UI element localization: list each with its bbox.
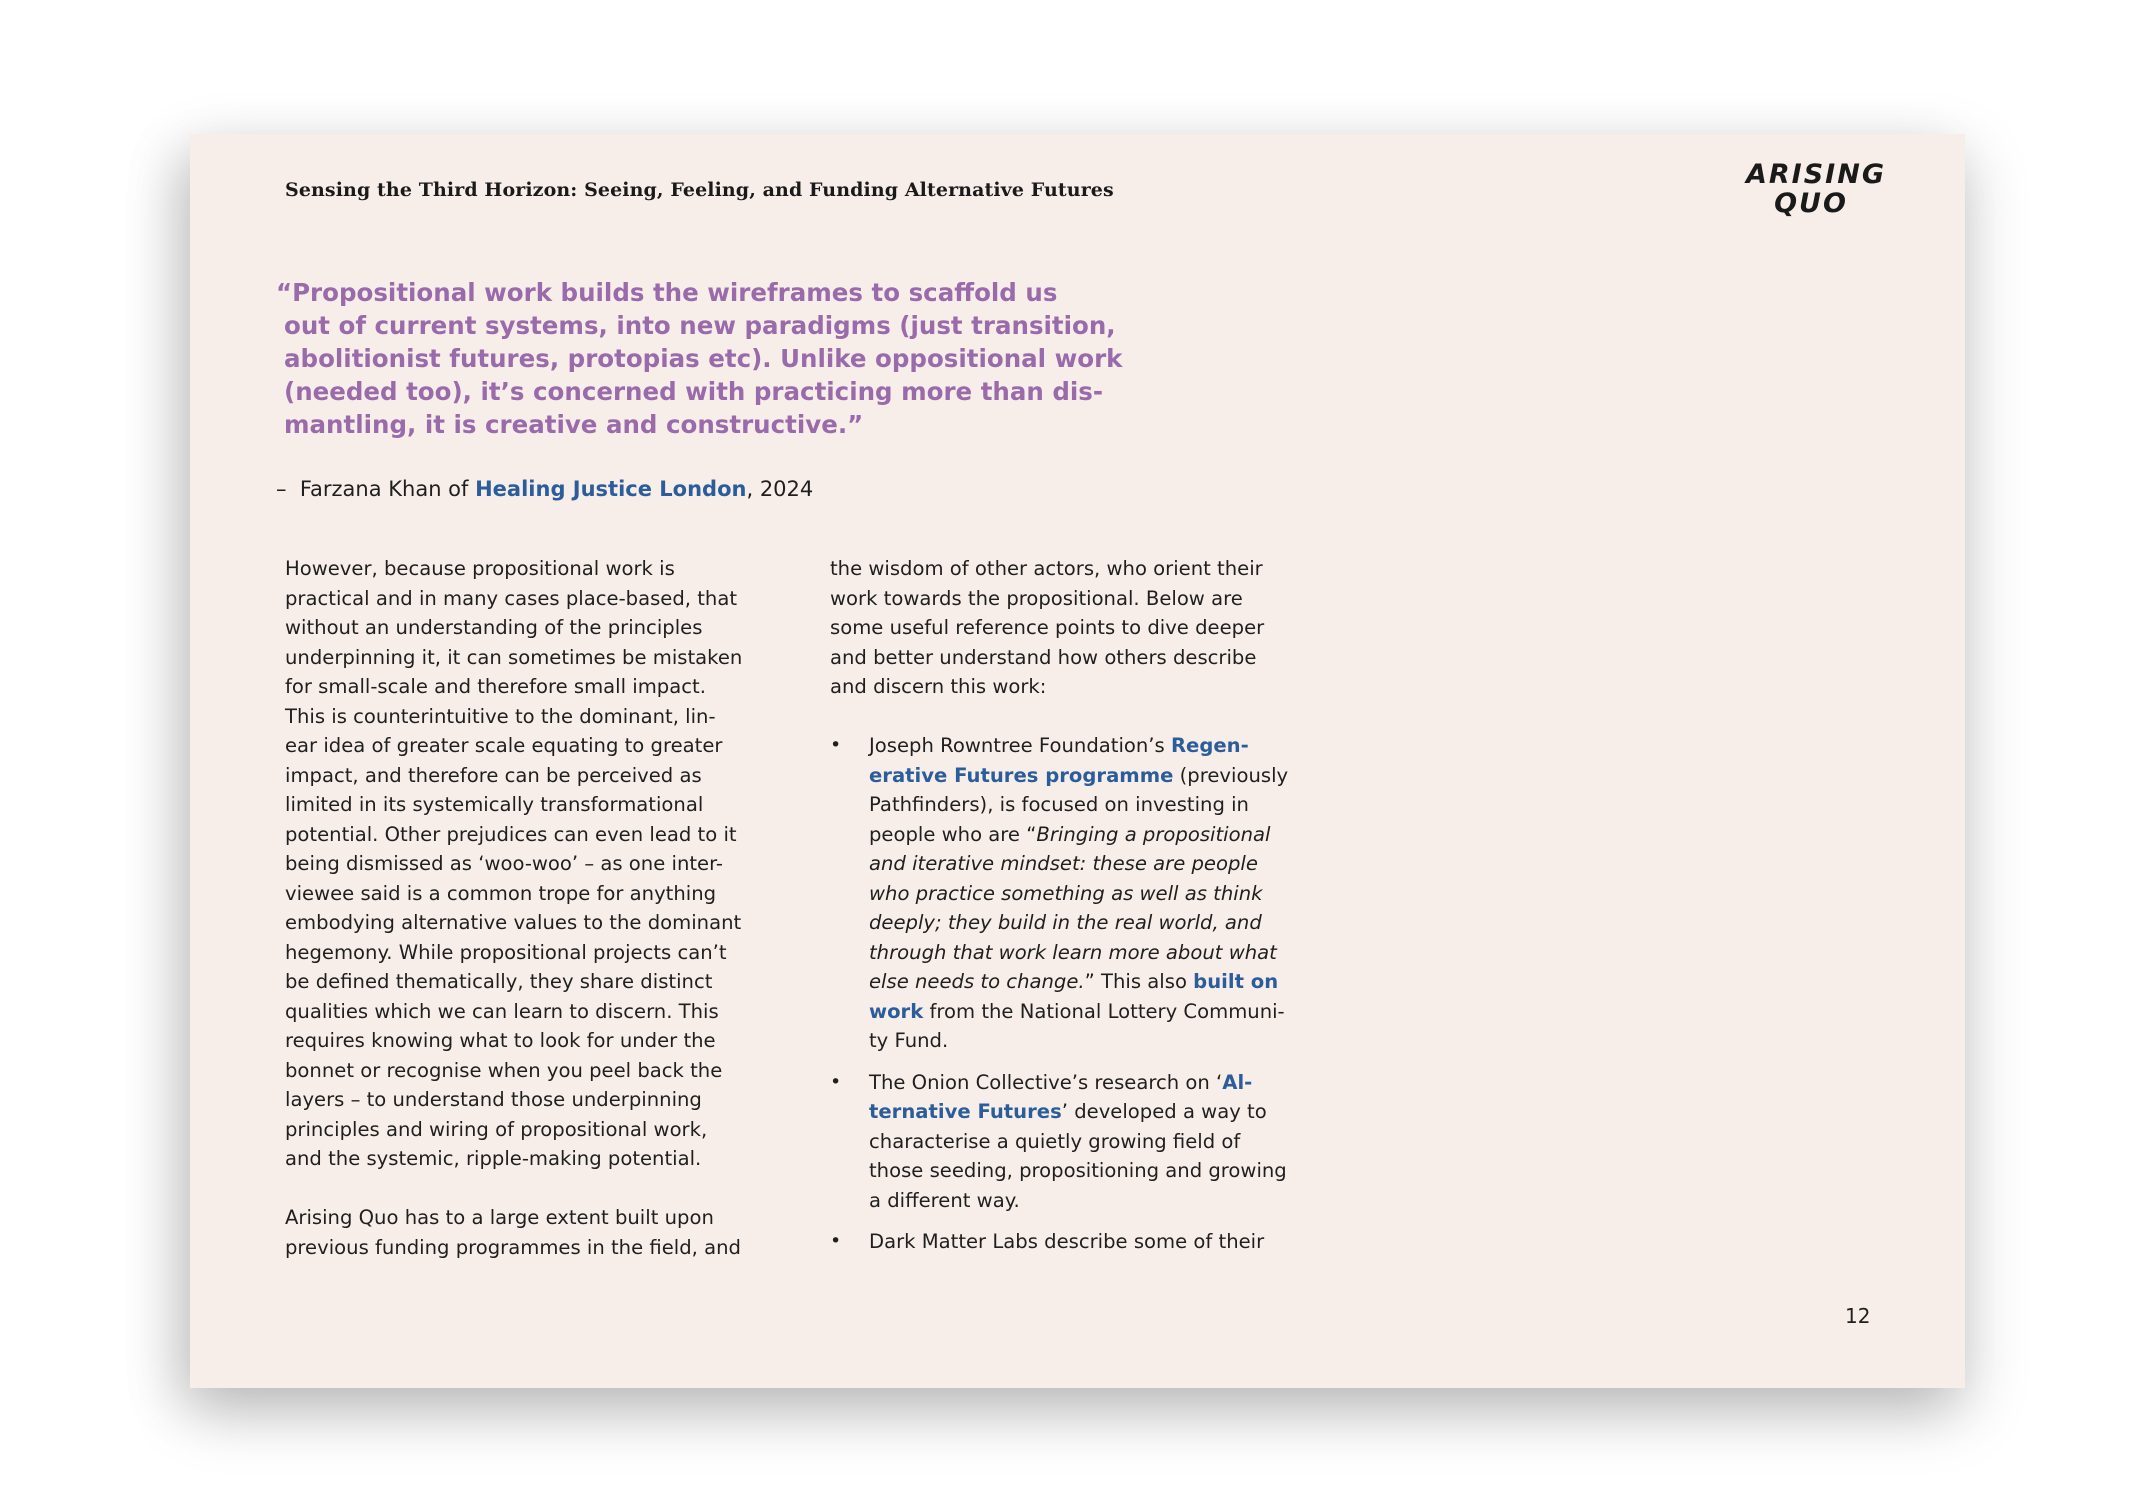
body-line: ear idea of greater scale equating to greater	[285, 734, 723, 757]
alternative-futures-link[interactable]: ternative Futures	[869, 1100, 1062, 1123]
body-line: impact, and therefore can be perceived as	[285, 763, 702, 787]
quote-line: (needed too), it’s concerned with practicing more than dis-	[284, 377, 1104, 406]
bullet-text: ’ developed a way to	[1061, 1100, 1267, 1123]
list-item	[830, 1227, 1350, 1257]
quote-line: abolitionist futures, protopias etc). Unlike oppositional work	[284, 344, 1123, 373]
body-line: embodying alternative values to the dominant	[285, 911, 742, 934]
running-title: Sensing the Third Horizon: Seeing, Feeling, and Funding Alternative Futures	[285, 179, 1114, 201]
body-line: requires knowing what to look for under the	[285, 1029, 716, 1052]
logo-line-1: ARISING	[1746, 159, 1886, 190]
body-line: and better understand how others describe	[830, 645, 1257, 669]
bullet-text: (previously	[1173, 763, 1289, 787]
bullet-italic-text: deeply; they build in the real world, and	[869, 911, 1262, 934]
body-line: However, because propositional work is	[285, 557, 675, 580]
built-on-work-link[interactable]: built on	[1193, 970, 1279, 993]
body-line: viewee said is a common trope for anything	[285, 881, 717, 905]
bullet-icon: •	[830, 734, 842, 756]
bullet-text: people who are “	[869, 822, 1037, 846]
quote-line: out of current systems, into new paradigms (just transition,	[284, 311, 1116, 340]
alternative-futures-link[interactable]: Al-	[1222, 1070, 1253, 1094]
body-line: some useful reference points to dive deeper	[830, 616, 1265, 639]
bullet-italic-text: through that work learn more about what	[869, 940, 1277, 964]
pull-quote	[276, 276, 1123, 441]
logo-line-2: QUO	[1774, 188, 1848, 219]
body-line: hegemony. While propositional projects can’t	[285, 940, 727, 964]
body-line: work towards the propositional. Below are	[830, 586, 1243, 610]
bullet-text: ” This also	[1084, 970, 1194, 993]
body-line: limited in its systemically transformational	[285, 793, 704, 816]
body-line: previous funding programmes in the field, and	[285, 1235, 741, 1259]
body-line: Arising Quo has to a large extent built upon	[285, 1206, 714, 1229]
body-line: qualities which we can learn to discern. This	[285, 999, 719, 1023]
bullet-text: a different way.	[869, 1188, 1020, 1212]
attribution-suffix: , 2024	[746, 477, 814, 501]
arising-quo-logo	[1746, 159, 1886, 219]
attribution-prefix: – Farzana Khan of	[276, 477, 476, 501]
body-line: This is counterintuitive to the dominant, lin-	[285, 704, 716, 728]
bullet-text: Pathfinders), is focused on investing in	[869, 793, 1249, 816]
body-column-left	[285, 554, 785, 1262]
document-page	[190, 134, 1965, 1388]
healing-justice-london-link[interactable]: Healing Justice London	[475, 477, 747, 501]
bullet-italic-text: and iterative mindset: these are people	[869, 852, 1258, 875]
body-line: principles and wiring of propositional work,	[285, 1117, 708, 1141]
quote-line: mantling, it is creative and constructive.”	[284, 410, 864, 439]
list-item	[830, 1068, 1350, 1216]
bullet-icon: •	[830, 1070, 842, 1093]
regenerative-futures-link[interactable]: Regen-	[1170, 734, 1249, 757]
bullet-text: from the National Lottery Communi-	[923, 999, 1285, 1023]
paragraph-gap	[830, 702, 1350, 732]
body-line: practical and in many cases place-based, that	[285, 586, 738, 610]
bullet-text: ty Fund.	[869, 1029, 949, 1052]
bullet-italic-text: who practice something as well as think	[869, 881, 1263, 905]
bullet-italic-text: Bringing a propositional	[1036, 822, 1271, 846]
body-line: bonnet or recognise when you peel back the	[285, 1058, 723, 1082]
body-line: for small-scale and therefore small impact.	[285, 675, 706, 698]
body-line: without an understanding of the principles	[285, 616, 703, 639]
regenerative-futures-link[interactable]: erative Futures programme	[869, 763, 1174, 787]
quote-attribution	[276, 477, 813, 501]
body-line: layers – to understand those underpinning	[285, 1088, 702, 1111]
body-line: the wisdom of other actors, who orient their	[830, 557, 1263, 580]
paragraph-gap	[285, 1174, 785, 1204]
body-line: be defined thematically, they share distinct	[285, 970, 713, 993]
bullet-text: Dark Matter Labs describe some of their	[869, 1230, 1265, 1253]
bullet-icon: •	[830, 1230, 842, 1252]
bullet-text: The Onion Collective’s research on ‘	[869, 1070, 1223, 1094]
body-line: being dismissed as ‘woo-woo’ – as one inter-	[285, 852, 723, 875]
bullet-text: characterise a quietly growing field of	[869, 1129, 1241, 1153]
bullet-text: those seeding, propositioning and growing	[869, 1159, 1287, 1182]
list-item	[830, 731, 1350, 1056]
body-line: underpinning it, it can sometimes be mistaken	[285, 645, 743, 669]
quote-line: “Propositional work builds the wireframes to scaffold us	[276, 278, 1058, 307]
bullet-text: Joseph Rowntree Foundation’s	[869, 734, 1171, 757]
bullet-italic-text: else needs to change.	[869, 970, 1085, 993]
built-on-work-link[interactable]: work	[869, 999, 924, 1023]
page-number: 12	[1845, 1304, 1871, 1328]
body-line: potential. Other prejudices can even lead to it	[285, 822, 737, 846]
body-line: and the systemic, ripple-making potential.	[285, 1147, 702, 1170]
body-column-right	[830, 554, 1350, 1257]
body-line: and discern this work:	[830, 675, 1047, 698]
